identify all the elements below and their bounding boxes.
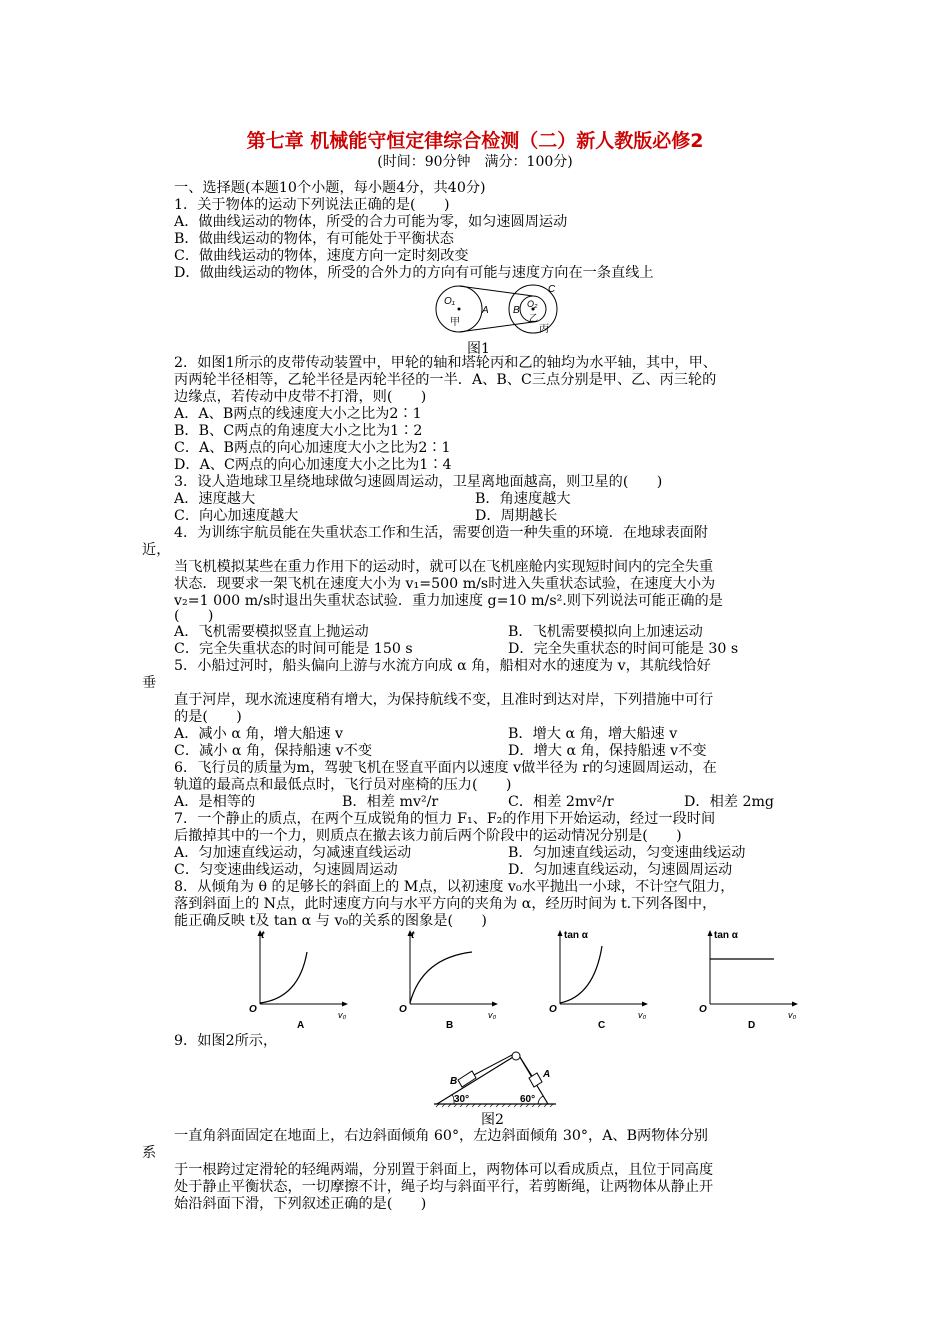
question-4-line-6: ( ) [174, 608, 214, 624]
option-7c: C．匀变速曲线运动，匀速圆周运动 [174, 862, 398, 878]
option-1b: B．做曲线运动的物体，有可能处于平衡状态 [174, 231, 454, 247]
option-2a: A．A、B两点的线速度大小之比为2∶1 [174, 406, 422, 422]
question-9-line-2: 一直角斜面固定在地面上，右边斜面倾角 60°，左边斜面倾角 30°，A、B两物体分别 [174, 1128, 708, 1144]
graph-d-origin: O [699, 1004, 707, 1015]
graph-d-y-label: tan α [714, 930, 738, 941]
label-yi: 乙 [529, 313, 539, 323]
graph-a [244, 926, 354, 1036]
option-5d: D．增大 α 角，保持船速 v不变 [508, 743, 707, 759]
label-60-deg: 60° [520, 1094, 536, 1105]
figure-2-caption: 图2 [481, 1112, 504, 1128]
option-6b: B．相差 mv²/r [342, 794, 439, 810]
document-subtitle: (时间：90分钟 满分：100分) [377, 154, 573, 170]
question-9-line-3: 系 [142, 1145, 157, 1161]
graph-a-letter: A [297, 1020, 305, 1031]
graph-d-letter: D [748, 1020, 756, 1031]
graph-a-y-label: t [261, 930, 265, 941]
option-1d: D．做曲线运动的物体，所受的合外力的方向有可能与速度方向在一条直线上 [174, 265, 654, 281]
question-6-line-2: 轨道的最高点和最低点时，飞行员对座椅的压力( ) [174, 777, 512, 793]
graph-b-y-label: t [411, 930, 415, 941]
option-2b: B．B、C两点的角速度大小之比为1∶2 [174, 423, 423, 439]
option-6c: C．相差 2mv²/r [508, 794, 614, 810]
question-2-line-2: 丙两轮半径相等，乙轮半径是丙轮半径的一半．A、B、C三点分别是甲、乙、丙三轮的 [174, 372, 717, 388]
option-3b: B．角速度越大 [475, 491, 571, 507]
graph-b [394, 926, 504, 1036]
question-4-line-1: 4．为训练宇航员能在失重状态工作和生活，需要创造一种失重的环境．在地球表面附 [174, 525, 708, 541]
question-4-line-4: 状态．现要求一架飞机在速度大小为 v₁=500 m/s时进入失重状态试验，在速度大小为 [174, 576, 716, 592]
document-title: 第七章 机械能守恒定律综合检测（二）新人教版必修2 [246, 130, 704, 152]
figure-2-inclines [432, 1046, 562, 1108]
graph-a-origin: O [249, 1004, 257, 1015]
option-3c: C．向心加速度越大 [174, 508, 299, 524]
graph-c-y-label: tan α [564, 930, 588, 941]
label-b: B [513, 305, 520, 316]
option-2d: D．A、C两点的向心加速度大小之比为1∶4 [174, 457, 452, 473]
option-7a: A．匀加速直线运动，匀减速直线运动 [174, 845, 412, 861]
question-3: 3．设人造地球卫星绕地球做匀速圆周运动，卫星离地面越高，则卫星的( ) [174, 474, 663, 490]
label-30-deg: 30° [454, 1094, 470, 1105]
question-8-line-3: 能正确反映 t及 tan α 与 v₀的关系的图象是( ) [174, 913, 487, 929]
label-block-b: B [450, 1076, 458, 1087]
question-5-line-2: 垂 [142, 675, 157, 691]
question-5-line-3: 直于河岸，现水流速度稍有增大，为保持航线不变，且准时到达对岸，下列措施中可行 [174, 692, 714, 708]
option-4c: C．完全失重状态的时间可能是 150 s [174, 641, 413, 657]
question-7-line-2: 后撤掉其中的一个力，则质点在撤去该力前后两个阶段中的运动情况分别是( ) [174, 828, 682, 844]
label-block-a: A [543, 1069, 551, 1080]
graph-b-origin: O [399, 1004, 407, 1015]
question-5-line-1: 5．小船过河时，船头偏向上游与水流方向成 α 角，船相对水的速度为 v，其航线恰好 [174, 658, 711, 674]
label-a: A [482, 305, 489, 316]
option-6a: A．是相等的 [174, 794, 256, 810]
section-heading: 一、选择题(本题10个小题，每小题4分，共40分) [174, 180, 486, 196]
question-9-line-5: 处于静止平衡状态，一切摩擦不计，绳子均与斜面平行，若剪断绳，让两物体从静止开 [174, 1179, 714, 1195]
graph-c-letter: C [598, 1020, 606, 1031]
option-1c: C．做曲线运动的物体，速度方向一定时刻改变 [174, 248, 469, 264]
option-7d: D．匀加速直线运动，匀速圆周运动 [508, 862, 733, 878]
option-5b: B．增大 α 角，增大船速 v [508, 726, 678, 742]
option-4a: A．飞机需要模拟竖直上抛运动 [174, 624, 369, 640]
question-9-line-4: 于一根跨过定滑轮的轻绳两端，分别置于斜面上，两物体可以看成质点，且位于同高度 [174, 1162, 714, 1178]
graph-c-x-label: v₀ [638, 1010, 647, 1020]
option-7b: B．匀加速直线运动，匀变速曲线运动 [508, 845, 746, 861]
question-9-line-1: 9．如图2所示， [174, 1033, 278, 1049]
option-3d: D．周期越长 [475, 508, 558, 524]
label-o1: O₁ [444, 296, 455, 307]
question-8-line-2: 落到斜面上的 N点，此时速度方向与水平方向的夹角为 α，经历时间为 t.下列各图中， [174, 896, 717, 912]
graph-b-letter: B [446, 1020, 454, 1031]
question-9-line-6: 始沿斜面下滑，下列叙述正确的是( ) [174, 1196, 427, 1212]
figure-1-caption: 图1 [467, 341, 490, 357]
graph-c-origin: O [549, 1004, 557, 1015]
label-bing: 丙 [539, 324, 549, 335]
label-o2: O₂ [527, 299, 538, 309]
graph-d-x-label: v₀ [788, 1010, 797, 1020]
option-2c: C．A、B两点的向心加速度大小之比为2∶1 [174, 440, 451, 456]
graph-c [544, 926, 654, 1036]
option-4d: D．完全失重状态的时间可能是 30 s [508, 641, 739, 657]
option-3a: A．速度越大 [174, 491, 256, 507]
option-6d: D．相差 2mg [684, 794, 775, 810]
option-5a: A．减小 α 角，增大船速 v [174, 726, 344, 742]
option-4b: B．飞机需要模拟向上加速运动 [508, 624, 703, 640]
figure-1-belt-drive [430, 284, 570, 336]
question-4-line-5: v₂=1 000 m/s时退出失重状态试验．重力加速度 g=10 m/s².则下列说法可能正确的是 [174, 593, 723, 609]
label-c: C [548, 284, 556, 295]
question-6-line-1: 6．飞行员的质量为m，驾驶飞机在竖直平面内以速度 v做半径为 r的匀速圆周运动，在 [174, 760, 717, 776]
question-7-line-1: 7．一个静止的质点，在两个互成锐角的恒力 F₁、F₂的作用下开始运动，经过一段时间 [174, 811, 716, 827]
label-jia: 甲 [450, 317, 460, 328]
graph-b-x-label: v₀ [488, 1010, 497, 1020]
graph-a-x-label: v₀ [338, 1010, 347, 1020]
question-4-line-3: 当飞机模拟某些在重力作用下的运动时，就可以在飞机座舱内实现短时间内的完全失重 [174, 559, 714, 575]
question-5-line-4: 的是( ) [174, 709, 242, 725]
question-8-line-1: 8．从倾角为 θ 的足够长的斜面上的 M点，以初速度 v₀水平抛出一小球，不计空气阻力， [174, 879, 735, 895]
question-1: 1．关于物体的运动下列说法正确的是( ) [174, 197, 450, 213]
graph-d [694, 926, 804, 1036]
option-5c: C．减小 α 角，保持船速 v不变 [174, 743, 373, 759]
question-2-line-1: 2．如图1所示的皮带传动装置中，甲轮的轴和塔轮丙和乙的轴均为水平轴，其中，甲、 [174, 355, 717, 371]
option-1a: A．做曲线运动的物体，所受的合力可能为零，如匀速圆周运动 [174, 214, 568, 230]
question-2-line-3: 边缘点，若传动中皮带不打滑，则( ) [174, 389, 427, 405]
question-4-line-2: 近， [142, 542, 171, 558]
